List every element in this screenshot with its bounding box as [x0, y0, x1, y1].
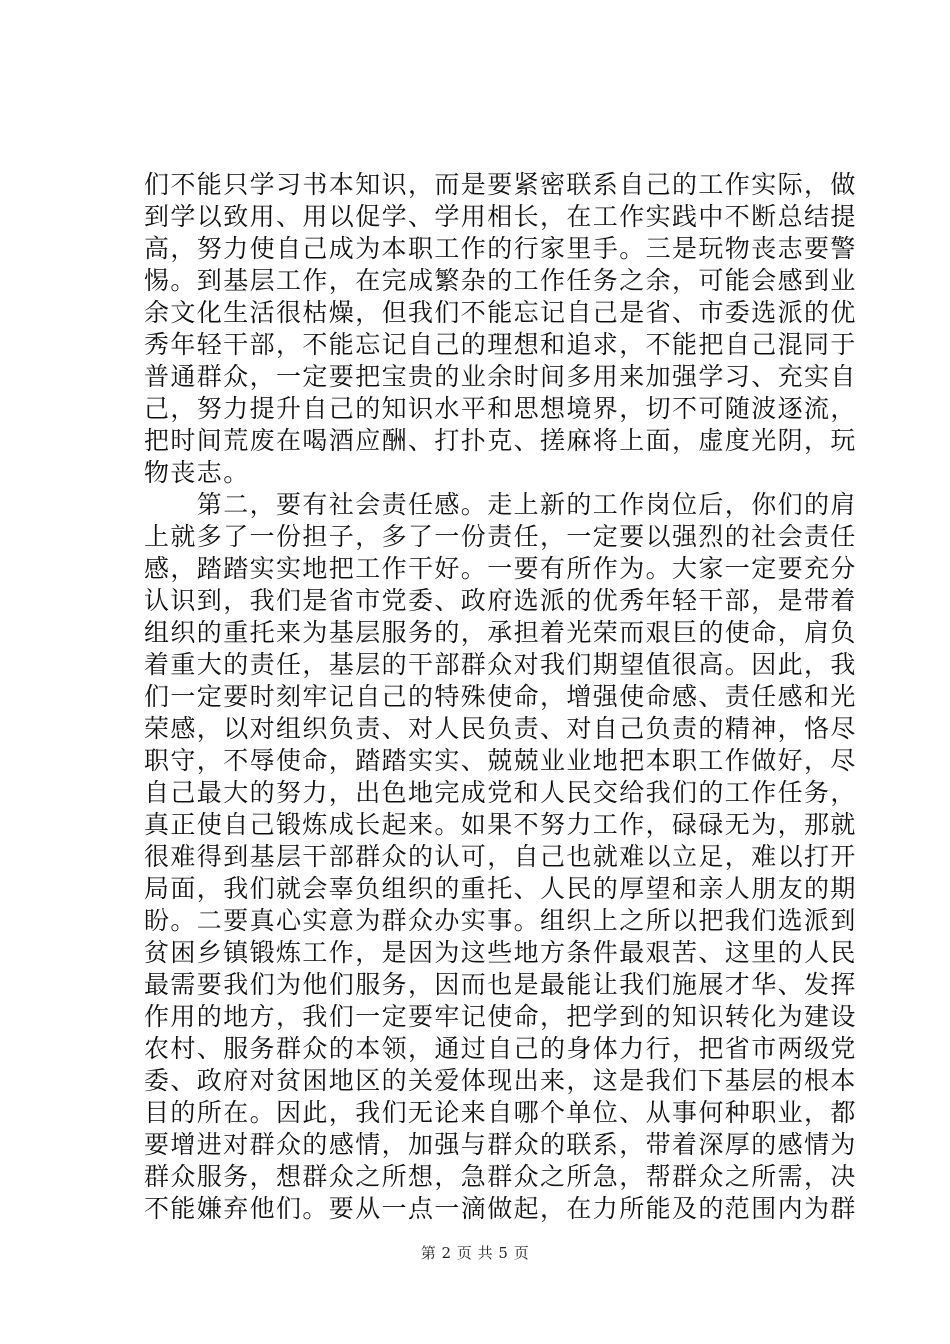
text-line: 群众服务，想群众之所想，急群众之所急，帮群众之所需，决	[144, 1162, 857, 1191]
text-line: 到学以致用、用以促学、学用相长，在工作实践中不断总结提	[144, 202, 857, 231]
text-line: 很难得到基层干部群众的认可，自己也就难以立足，难以打开	[144, 842, 857, 871]
text-line: 惕。到基层工作，在完成繁杂的工作任务之余，可能会感到业	[144, 266, 857, 295]
text-line: 局面，我们就会辜负组织的重托、人民的厚望和亲人朋友的期	[144, 874, 857, 903]
text-line: 盼。二要真心实意为群众办实事。组织上之所以把我们选派到	[144, 906, 857, 935]
text-line: 认识到，我们是省市党委、政府选派的优秀年轻干部，是带着	[144, 586, 857, 615]
text-line: 第二，要有社会责任感。走上新的工作岗位后，你们的肩	[144, 490, 857, 519]
text-line: 自己最大的努力，出色地完成党和人民交给我们的工作任务，	[144, 778, 857, 807]
text-line: 己，努力提升自己的知识水平和思想境界，切不可随波逐流，	[144, 394, 857, 423]
text-line: 们一定要时刻牢记自己的特殊使命，增强使命感、责任感和光	[144, 682, 857, 711]
text-line: 不能嫌弃他们。要从一点一滴做起，在力所能及的范围内为群	[144, 1194, 857, 1223]
text-line: 委、政府对贫困地区的关爱体现出来，这是我们下基层的根本	[144, 1066, 857, 1095]
text-line: 感，踏踏实实地把工作干好。一要有所作为。大家一定要充分	[144, 554, 857, 583]
text-line: 把时间荒废在喝酒应酬、打扑克、搓麻将上面，虚度光阴，玩	[144, 426, 857, 455]
text-line: 作用的地方，我们一定要牢记使命，把学到的知识转化为建设	[144, 1002, 857, 1031]
text-line: 上就多了一份担子，多了一份责任，一定要以强烈的社会责任	[144, 522, 857, 551]
text-line: 荣感，以对组织负责、对人民负责、对自己负责的精神，恪尽	[144, 714, 857, 743]
text-line: 秀年轻干部，不能忘记自己的理想和追求，不能把自己混同于	[144, 330, 857, 359]
text-line: 职守，不辱使命，踏踏实实、兢兢业业地把本职工作做好，尽	[144, 746, 857, 775]
text-line: 普通群众，一定要把宝贵的业余时间多用来加强学习、充实自	[144, 362, 857, 391]
text-line: 组织的重托来为基层服务的，承担着光荣而艰巨的使命，肩负	[144, 618, 857, 647]
text-line: 真正使自己锻炼成长起来。如果不努力工作，碌碌无为，那就	[144, 810, 857, 839]
text-line: 最需要我们为他们服务，因而也是最能让我们施展才华、发挥	[144, 970, 857, 999]
text-line: 贫困乡镇锻炼工作，是因为这些地方条件最艰苦、这里的人民	[144, 938, 857, 967]
text-line: 余文化生活很枯燥，但我们不能忘记自己是省、市委选派的优	[144, 298, 857, 327]
text-line: 目的所在。因此，我们无论来自哪个单位、从事何种职业，都	[144, 1098, 857, 1127]
body-text	[144, 169, 857, 1225]
text-line: 高，努力使自己成为本职工作的行家里手。三是玩物丧志要警	[144, 234, 857, 263]
text-line: 物丧志。	[144, 458, 250, 487]
text-line: 农村、服务群众的本领，通过自己的身体力行，把省市两级党	[144, 1034, 857, 1063]
page-number-footer: 第 2 页 共 5 页	[420, 1244, 530, 1262]
text-line: 要增进对群众的感情，加强与群众的联系，带着深厚的感情为	[144, 1130, 857, 1159]
text-line: 们不能只学习书本知识，而是要紧密联系自己的工作实际，做	[144, 170, 857, 199]
text-line: 着重大的责任，基层的干部群众对我们期望值很高。因此，我	[144, 650, 857, 679]
